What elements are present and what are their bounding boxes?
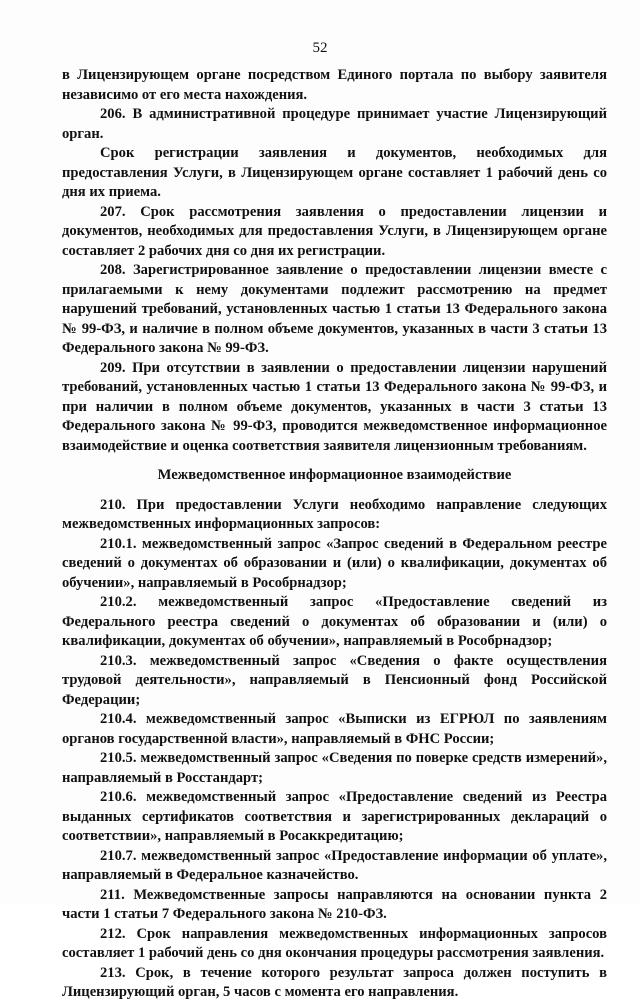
paragraph-210-6: 210.6. межведомственный запрос «Предоставление сведений из Реестра выданных сертификатов соответствия и зарегистрированных деклараций о соответствии», направляемый в Росаккредитацию; (62, 789, 607, 844)
paragraph-registration-term: Срок регистрации заявления и документов, необходимых для предоставления Услуги, в Лицензирующем органе составляет 1 рабочий день со дня их приема. (62, 145, 607, 200)
section-heading: Межведомственное информационное взаимодействие (157, 467, 512, 483)
paragraph-210-1: 210.1. межведомственный запрос «Запрос сведений в Федеральном реестре сведений о документах об образовании и (или) о квалификации, документах об обучении», направляемый в Рособрнадзор; (62, 535, 607, 591)
paragraph-206: 206. В административной процедуре принимает участие Лицензирующий орган. (62, 106, 607, 142)
paragraph-210-3: 210.3. межведомственный запрос «Сведения о факте осуществления трудовой деятельности», направляемый в Пенсионный фонд Российской Федерации; (62, 652, 607, 708)
paragraph-212: 212. Срок направления межведомственных информационных запросов составляет 1 рабочий день со дня окончания процедуры рассмотрения заявления. (62, 925, 607, 961)
paragraph-211: 211. Межведомственные запросы направляются на основании пункта 2 части 1 статьи 7 Федерального закона № 210-ФЗ. (62, 886, 607, 922)
paragraph-207: 207. Срок рассмотрения заявления о предоставлении лицензии и документов, необходимых для предоставления Услуги, в Лицензирующем органе составляет 2 рабочих дня со дня их регистрации. (62, 203, 607, 259)
paragraph-210: 210. При предоставлении Услуги необходимо направление следующих межведомственных информационных запросов: (62, 496, 607, 532)
paragraph: в Лицензирующем органе посредством Единого портала по выбору заявителя независимо от его места нахождения. (62, 67, 607, 103)
paragraph-209: 209. При отсутствии в заявлении о предоставлении лицензии нарушений требований, установленных частью 1 статьи 13 Федерального закона № 99-ФЗ, и при наличии в полном объеме документов, указанных в части 3 статьи 13 Федерального закона № 99-ФЗ, проводится межведомственное информационное взаимодействие и оценка соответствия заявителя лицензионным требованиям. (62, 359, 607, 454)
paragraph-208: 208. Зарегистрированное заявление о предоставлении лицензии вместе с прилагаемыми к нему документами подлежит рассмотрению на предмет нарушений требований, установленных частью 1 статьи 13 Федерального закона № 99-ФЗ, и наличие в полном объеме документов, указанных в части 3 статьи 13 Федерального закона № 99-ФЗ. (62, 262, 607, 356)
document-body (62, 66, 607, 1003)
paragraph-210-5: 210.5. межведомственный запрос «Сведения по поверке средств измерений», направляемый в Росстандарт; (62, 750, 607, 786)
paragraph-210-4: 210.4. межведомственный запрос «Выписки из ЕГРЮЛ по заявлениям органов государственной власти», направляемый в ФНС России; (62, 711, 607, 747)
paragraph-213: 213. Срок, в течение которого результат запроса должен поступить в Лицензирующий орган, 5 часов с момента его направления. (62, 964, 607, 1000)
paragraph-210-2: 210.2. межведомственный запрос «Предоставление сведений из Федерального реестра сведений о документах об образовании и (или) о квалификации, документах об обучении», направляемый в Рособрнадзор; (62, 594, 607, 649)
paragraph-210-7: 210.7. межведомственный запрос «Предоставление информации об уплате», направляемый в Федеральное казначейство. (62, 847, 607, 883)
page-number: 52 (312, 40, 328, 56)
